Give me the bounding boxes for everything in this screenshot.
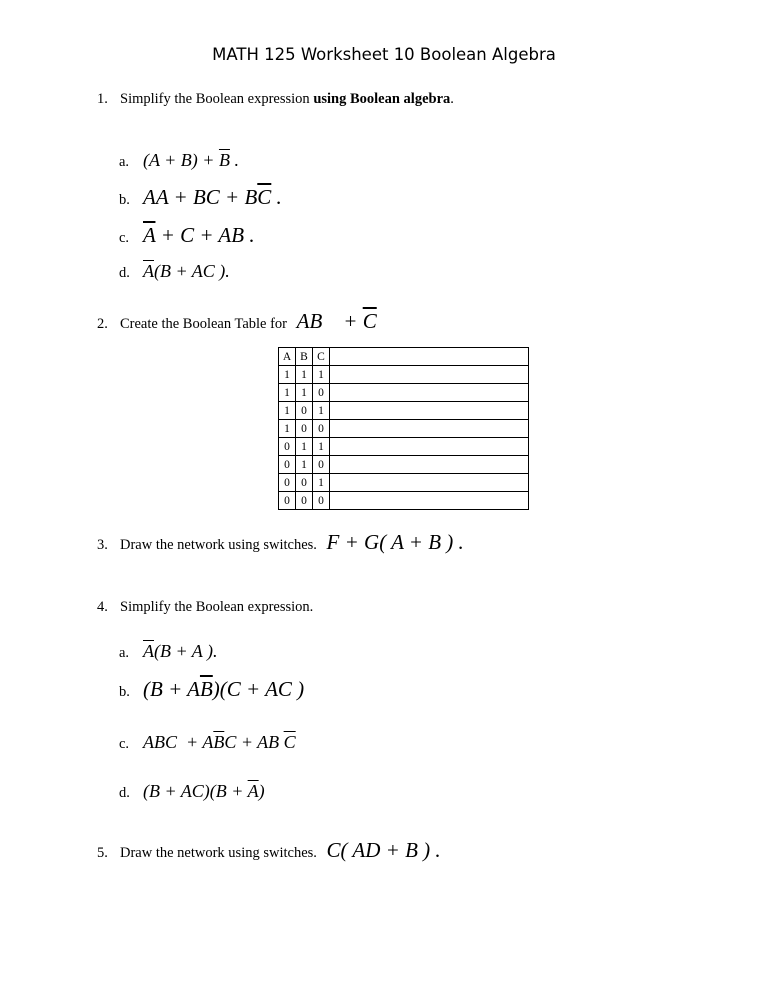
table-cell: 1 xyxy=(279,402,296,420)
answer-cell[interactable] xyxy=(330,366,529,384)
expression xyxy=(327,530,464,554)
negated-term: $\overline{A}$ xyxy=(143,223,156,247)
expression xyxy=(143,150,239,170)
expression-term: F + G( A + B ) . xyxy=(326,530,464,554)
expression-term: AA + BC + B xyxy=(143,185,258,209)
table-row xyxy=(279,402,529,420)
table-cell: B xyxy=(296,348,313,366)
table-cell: 0 xyxy=(313,456,330,474)
expression-term: AB + xyxy=(296,309,363,333)
question-1 xyxy=(97,91,454,108)
item-label: b. xyxy=(119,192,130,208)
expression-term: (A + B) + xyxy=(143,150,219,170)
table-cell: 1 xyxy=(296,366,313,384)
answer-cell[interactable] xyxy=(330,420,529,438)
question-text: Draw the network using switches. xyxy=(120,537,317,553)
question-3 xyxy=(97,530,464,555)
item-label: d. xyxy=(119,785,130,801)
table-cell: 0 xyxy=(313,420,330,438)
q1-item-a xyxy=(119,150,239,171)
answer-cell[interactable] xyxy=(330,456,529,474)
question-number: 2. xyxy=(97,316,108,332)
table-cell: 1 xyxy=(279,366,296,384)
negated-term: $\overline{A}$ xyxy=(143,261,154,281)
answer-cell[interactable] xyxy=(330,348,529,366)
expression xyxy=(143,185,282,209)
expression-term: (B + AC)(B + xyxy=(143,781,248,801)
answer-cell[interactable] xyxy=(330,474,529,492)
expression-term: (B + A ). xyxy=(154,641,218,661)
question-text: Simplify the Boolean expression xyxy=(120,91,314,107)
negated-term: $\overline{B}$ xyxy=(213,732,225,752)
expression-term: . xyxy=(271,185,282,209)
table-cell: 0 xyxy=(296,402,313,420)
item-label: b. xyxy=(119,684,130,700)
expression xyxy=(327,838,441,862)
item-label: c. xyxy=(119,736,130,752)
table-row xyxy=(279,438,529,456)
table-cell: 0 xyxy=(296,420,313,438)
table-cell: A xyxy=(279,348,296,366)
table-row xyxy=(279,366,529,384)
expression-term: . xyxy=(229,150,239,170)
expression-term: )(C + AC ) xyxy=(212,677,305,701)
table-cell: 1 xyxy=(279,384,296,402)
question-number: 3. xyxy=(97,537,108,553)
q1-item-d xyxy=(119,261,230,282)
expression-term: C( AD + B ) . xyxy=(326,838,441,862)
item-label: d. xyxy=(119,265,130,281)
period: . xyxy=(450,91,454,107)
table-cell: 1 xyxy=(313,474,330,492)
table-cell: 0 xyxy=(296,492,313,510)
question-number: 1. xyxy=(97,91,108,107)
table-row xyxy=(279,474,529,492)
expression xyxy=(143,641,217,661)
table-row xyxy=(279,384,529,402)
expression xyxy=(143,223,255,247)
question-emphasis: using Boolean algebra xyxy=(313,91,451,107)
table-cell: 1 xyxy=(313,438,330,456)
question-text: Create the Boolean Table for xyxy=(120,316,288,332)
negated-term: $\overline{B}$ xyxy=(218,150,230,170)
q4-item-c xyxy=(119,732,296,753)
question-4 xyxy=(97,599,313,616)
table-cell: 0 xyxy=(313,492,330,510)
table-row xyxy=(279,456,529,474)
expression-term: ABC + A xyxy=(143,732,214,752)
expression xyxy=(143,261,230,281)
answer-cell[interactable] xyxy=(330,402,529,420)
table-cell: 1 xyxy=(313,366,330,384)
question-text: Draw the network using switches. xyxy=(120,845,317,861)
expression-term: C + AB xyxy=(224,732,284,752)
table-cell: 1 xyxy=(296,456,313,474)
answer-cell[interactable] xyxy=(330,384,529,402)
table-cell: 0 xyxy=(279,474,296,492)
table-cell: 1 xyxy=(296,438,313,456)
question-5 xyxy=(97,838,441,863)
q4-item-d xyxy=(119,781,265,802)
table-cell: 0 xyxy=(279,438,296,456)
expression-term: (B + AC ). xyxy=(154,261,230,281)
q1-item-b xyxy=(119,185,282,210)
table-cell: 1 xyxy=(313,402,330,420)
table-cell: 0 xyxy=(313,384,330,402)
expression-term: ) xyxy=(258,781,265,801)
negated-term: $\overline{B}$ xyxy=(199,677,213,701)
page-title: MATH 125 Worksheet 10 Boolean Algebra xyxy=(212,45,556,64)
item-label: a. xyxy=(119,645,130,661)
negated-term: $\overline{A}$ xyxy=(143,641,154,661)
q4-item-a xyxy=(119,641,217,662)
truth-table xyxy=(278,347,529,510)
expression xyxy=(143,677,304,701)
expression-term: (B + A xyxy=(143,677,200,701)
table-cell: 0 xyxy=(279,492,296,510)
question-number: 5. xyxy=(97,845,108,861)
table-cell: 1 xyxy=(279,420,296,438)
negated-term: $\overline{C}$ xyxy=(257,185,272,209)
table-cell: 0 xyxy=(296,474,313,492)
table-cell: C xyxy=(313,348,330,366)
table-header-row xyxy=(279,348,529,366)
table-cell: 1 xyxy=(296,384,313,402)
expression xyxy=(143,781,265,801)
question-text: Simplify the Boolean expression. xyxy=(120,599,314,615)
q1-item-c xyxy=(119,223,255,248)
expression xyxy=(143,732,296,752)
negated-term: $\overline{C}$ xyxy=(283,732,296,752)
q4-item-b xyxy=(119,677,304,702)
answer-cell[interactable] xyxy=(330,492,529,510)
item-label: a. xyxy=(119,154,130,170)
question-number: 4. xyxy=(97,599,108,615)
expression xyxy=(297,309,377,333)
negated-term: $\overline{A}$ xyxy=(247,781,259,801)
item-label: c. xyxy=(119,230,130,246)
negated-term: $\overline{C}$ xyxy=(362,309,377,333)
answer-cell[interactable] xyxy=(330,438,529,456)
table-row xyxy=(279,492,529,510)
question-2 xyxy=(97,309,377,334)
table-row xyxy=(279,420,529,438)
expression-term: + C + AB . xyxy=(155,223,255,247)
table-cell: 0 xyxy=(279,456,296,474)
